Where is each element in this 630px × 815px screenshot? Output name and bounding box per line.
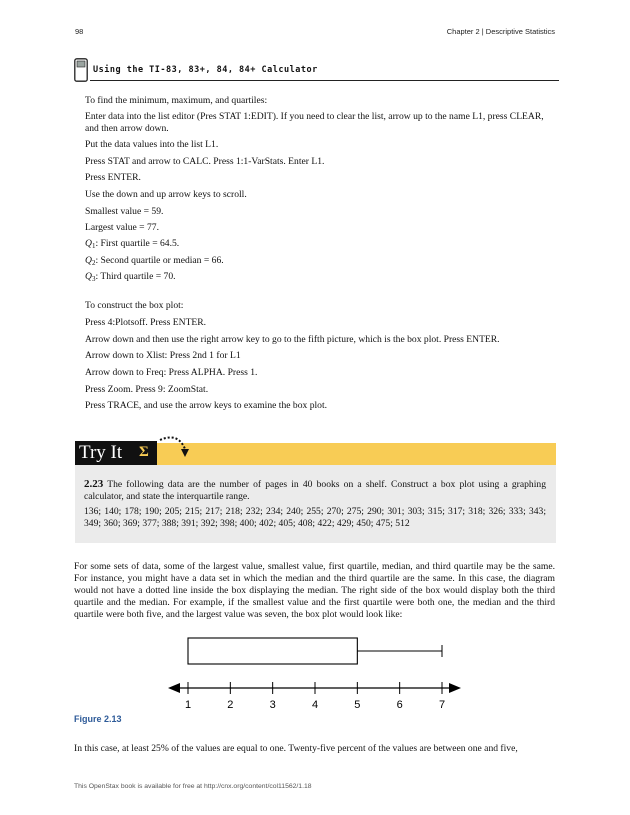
- sigma-icon: Σ: [139, 444, 149, 460]
- instruction-line: Use the down and up arrow keys to scroll.: [85, 189, 247, 200]
- axis-tick-label: 2: [227, 699, 234, 711]
- instruction-line: Press STAT and arrow to CALC. Press 1:1-VarStats. Enter L1.: [85, 156, 325, 167]
- exercise-number: 2.23: [84, 478, 104, 490]
- boxplot-step: To construct the box plot:: [85, 300, 184, 311]
- axis-tick-label: 7: [438, 699, 446, 711]
- boxplot-step: Press 4:Plotsoff. Press ENTER.: [85, 317, 207, 328]
- axis-tick-label: 3: [269, 699, 276, 711]
- boxplot-step: Arrow down and then use the right arrow key to go to the fifth picture, which is the box plot. Press ENTER.: [85, 334, 500, 345]
- footer-note: This OpenStax book is available for free at http://cnx.org/content/col11562/1.18: [74, 783, 312, 790]
- body-paragraph: For some sets of data, some of the largest value, smallest value, first quartile, median, and third quartile may be the same. For instance, you might have a data set in which the median and the third quartile are the same. In this case, the diagram would not have a dotted line inside the box displaying the median. The right side of the box would display both the third quartile and the median. For example, if the smallest value and the first quartile were both one, the median and the third quartile were both five, and the largest value was seven, the box plot would look like:: [74, 561, 555, 620]
- page-number: 98: [75, 27, 84, 36]
- quartile-line: $Q_1$: First quartile = 64.5.: [85, 238, 180, 250]
- axis-arrow-left: [168, 683, 180, 693]
- box-plot-box: [188, 638, 357, 664]
- axis-tick-label: 5: [354, 699, 361, 711]
- instruction-line: Largest value = 77.: [85, 222, 159, 233]
- axis-tick-label: 1: [184, 699, 192, 711]
- boxplot-step: Press Zoom. Press 9: ZoomStat.: [85, 384, 209, 395]
- quartile-line: $Q_3$: Third quartile = 70.: [85, 271, 176, 283]
- axis-tick-label: 6: [396, 699, 403, 711]
- boxplot-step: Arrow down to Freq: Press ALPHA. Press 1.: [85, 367, 258, 378]
- instruction-line: Press ENTER.: [85, 172, 141, 183]
- chapter-title: Chapter 2 | Descriptive Statistics: [446, 27, 555, 36]
- exercise-data: 136; 140; 178; 190; 205; 215; 217; 218; 232; 234; 240; 255; 270; 275; 290; 301; 303; 315; 317; 318; 326; 333; 343; 349; 360; 369; 377; 388; 391; 392; 398; 400; 402; 405; 408; 422; 429; 450; 475; 512: [84, 506, 546, 529]
- quartile-line: $Q_2$: Second quartile or median = 66.: [85, 255, 224, 267]
- instruction-line: Put the data values into the list L1.: [85, 139, 219, 150]
- try-it-label: Try It: [79, 442, 123, 463]
- figure-caption: Figure 2.13: [74, 714, 122, 724]
- boxplot-step: Arrow down to Xlist: Press 2nd 1 for L1: [85, 350, 241, 361]
- axis-tick-label: 4: [311, 699, 319, 711]
- instruction-line: Smallest value = 59.: [85, 206, 164, 217]
- axis-arrow-right: [449, 683, 461, 693]
- exercise-prompt: 2.23 The following data are the number of pages in 40 books on a shelf. Construct a box plot using a graphing calculator, and state the interquartile range.: [84, 478, 546, 502]
- boxplot-step: Press TRACE, and use the arrow keys to examine the box plot.: [85, 400, 328, 411]
- calculator-section-title: Using the TI-83, 83+, 84, 84+ Calculator: [93, 65, 318, 75]
- final-paragraph: In this case, at least 25% of the values are equal to one. Twenty-five percent of the values are between one and five,: [74, 743, 518, 754]
- instruction-line: To find the minimum, maximum, and quartiles:: [85, 95, 268, 106]
- instruction-line: Enter data into the list editor (Pres STAT 1:EDIT). If you need to clear the list, arrow up to the name L1, press CLEAR, and then arrow down.: [85, 111, 544, 134]
